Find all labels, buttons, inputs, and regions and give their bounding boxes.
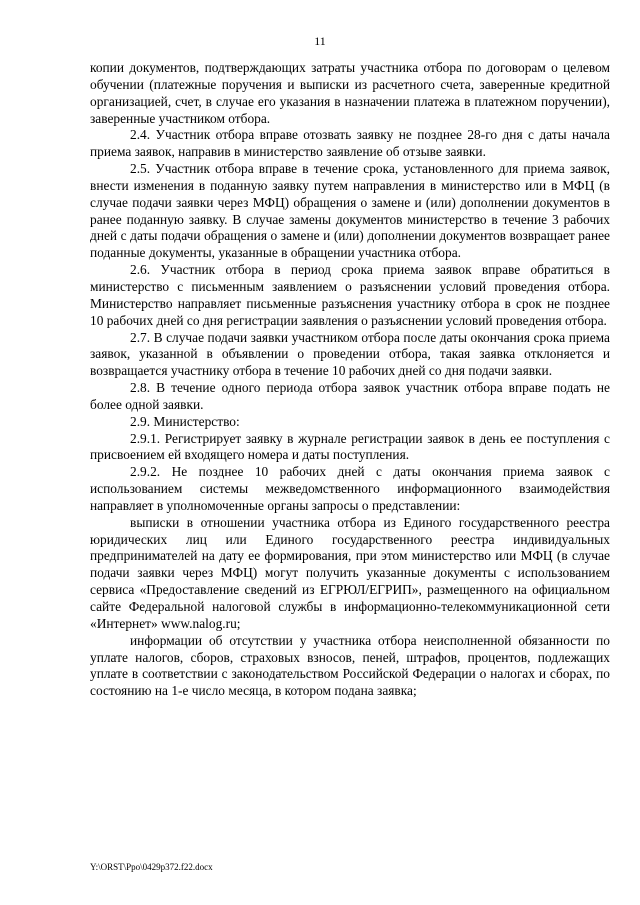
paragraph-2-7: 2.7. В случае подачи заявки участником отбора после даты окончания срока приема заявок, указанной в объявлении о проведении отбора, такая заявка отклоняется и возвращается участнику отбора в течение 10 рабочих дней со дня подачи заявки. <box>90 329 610 379</box>
paragraph-2-5: 2.5. Участник отбора вправе в течение срока, установленного для приема заявок, внести изменения в поданную заявку путем направления в министерство или в МФЦ (в случае подачи заявки через МФЦ) обращения о замене и (или) дополнении документов в ранее поданную заявку. В случае замены документов министерство в течение 3 рабочих дней с даты подачи обращения о замене и (или) дополнении документов возвращает ранее поданные документы, указанные в обращении участника отбора. <box>90 161 610 261</box>
paragraph-egrul-extract: выписки в отношении участника отбора из Единого государственного реестра юридических лиц или Единого государственного реестра индивидуальных предпринимателей на дату ее формирования, при этом министерство или МФЦ (в случае подачи заявки через МФЦ) могут получить указанные документы с использованием сервиса «Предоставление сведений из ЕГРЮЛ/ЕГРИП», размещенного на официальном сайте Федеральной налоговой службы в информационно-телекоммуникационной сети «Интернет» www.nalog.ru; <box>90 514 610 631</box>
paragraph-tax-info: информации об отсутствии у участника отбора неисполненной обязанности по уплате налогов, сборов, страховых взносов, пеней, штрафов, процентов, подлежащих уплате в соответствии с законодательством Российской Федерации о налогах и сборах, по состоянию на 1-е число месяца, в котором подана заявка; <box>90 632 610 699</box>
paragraph-documents-list-item: копии документов, подтверждающих затраты участника отбора по договорам о целевом обучении (платежные поручения и выписки из расчетного счета, заверенные кредитной организацией, счет, в случае его указания в назначении платежа в платежном поручении), заверенные участником отбора. <box>90 60 610 126</box>
document-body <box>90 60 610 700</box>
paragraph-2-9-2: 2.9.2. Не позднее 10 рабочих дней с даты окончания приема заявок с использованием системы межведомственного информационного взаимодействия направляет в уполномоченные органы запросы о представлении: <box>90 464 610 513</box>
paragraph-2-9-1: 2.9.1. Регистрирует заявку в журнале регистрации заявок в день ее поступления с присвоением ей входящего номера и даты поступления. <box>90 430 610 463</box>
paragraph-2-6: 2.6. Участник отбора в период срока приема заявок вправе обратиться в министерство с письменным заявлением о разъяснении условий проведения отбора. Министерство направляет письменные разъяснения участнику отбора в срок не позднее 10 рабочих дней со дня регистрации заявления о разъяснении условий проведения отбора. <box>90 262 610 328</box>
paragraph-2-9: 2.9. Министерство: <box>130 413 240 429</box>
footer-file-path: Y:\ORST\Ppo\0429p372.f22.docx <box>90 862 213 872</box>
paragraph-2-4: 2.4. Участник отбора вправе отозвать заявку не позднее 28-го дня с даты начала приема заявок, направив в министерство заявление об отзыве заявки. <box>90 127 610 160</box>
paragraph-2-8: 2.8. В течение одного периода отбора заявок участник отбора вправе подать не более одной заявки. <box>90 380 610 412</box>
page-number: 11 <box>314 34 326 48</box>
